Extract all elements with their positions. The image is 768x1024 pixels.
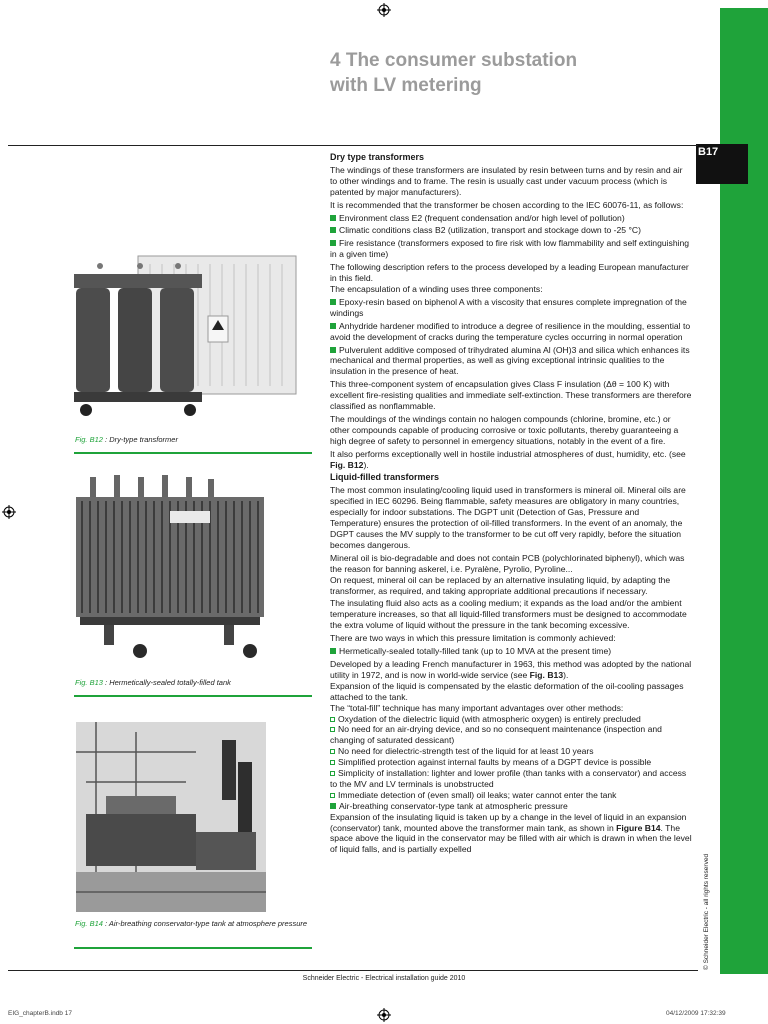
figure-caption: Fig. B13 : Hermetically-sealed totally-filled tank [75,678,231,687]
paragraph: The windings of these transformers are insulated by resin between turns and by resin and air to other windings and to frame. The resin is usually cast under vacuum process (which is patented by major manufacturers). [330,164,683,197]
square-bullet-icon [330,240,336,246]
paragraph: The following description refers to the process developed by a leading European manufacturer in this field. [330,262,689,284]
paragraph: The insulating fluid also acts as a cooling medium; it expands as the load and/or the ambient temperature increases, so that all liquid-filled transformers must be designed to accommodate the extra volume of liquid without the pressure in the tank becoming excessive. [330,598,687,631]
hollow-square-bullet-icon [330,793,335,798]
paragraph: Expansion of the insulating liquid is taken up by a change in the level of liquid in an expansion (conservator) tank, mounted above the transformer main tank, as shown in Figure B14. The space above the liquid in the conservator may be filled with air which is drawn in when the level of liquid falls, and is partially expelled [330,811,692,855]
top-rule [8,145,698,146]
conservator-tank-transformer-image [76,722,266,912]
sub-bullet-item: No need for dielectric-strength test of the liquid for at least 10 years [330,746,692,757]
square-bullet-icon [330,215,336,221]
print-slug-file: EIG_chapterB.indb 17 [8,1010,72,1017]
bullet-item: Pulverulent additive composed of trihydrated alumina Al (OH)3 and silica which enhances its mechanical and thermal properties, as well as giving exceptional intrinsic qualities to the insulation in the presence of heat. [330,344,690,377]
bullet-item: Climatic conditions class B2 (utilization, transport and stockage down to -25 °C) [330,225,692,236]
figure-reference: Fig. B12 [330,459,364,470]
figure-divider [74,695,312,697]
section-heading: Dry type transformers [330,152,425,162]
page-title-line-2: with LV metering [330,75,482,96]
section-heading: Liquid-filled transformers [330,472,440,483]
sub-bullet-item: Simplicity of installation: lighter and lower profile (than tanks with a conservator) and access to the MV and LV terminals is unobstructed [330,768,687,789]
print-slug-date: 04/12/2009 17:32:39 [666,1010,726,1017]
square-bullet-icon [330,347,336,353]
page-tab: B17 [696,144,748,184]
bullet-item: Hermetically-sealed totally-filled tank (up to 10 MVA at the present time) [330,646,692,657]
sub-bullet-item: No need for an air-drying device, and so no consequent maintenance (inspection and changing of saturated dessicant) [330,724,662,746]
figure-divider [74,947,312,949]
hollow-square-bullet-icon [330,717,335,722]
paragraph: Expansion of the liquid is compensated by the elastic deformation of the oil-cooling passages attached to the tank. [330,680,684,702]
hollow-square-bullet-icon [330,727,335,732]
paragraph: It also performs exceptionally well in hostile industrial atmospheres of dust, humidity, etc. (see Fig. B12). [330,448,686,470]
registration-mark-icon [377,3,391,17]
paragraph: The “total-fill” technique has many important advantages over other methods: [330,702,624,713]
square-bullet-icon [330,323,336,329]
page-title [330,48,710,98]
square-bullet-icon [330,299,336,305]
hollow-square-bullet-icon [330,760,335,765]
square-bullet-icon [330,227,336,233]
square-bullet-icon [330,803,336,809]
registration-mark-icon [2,505,16,519]
paragraph: There are two ways in which this pressure limitation is commonly achieved: [330,633,616,644]
paragraph: The most common insulating/cooling liquid used in transformers is mineral oil. Mineral oils are specified in IEC 60296. Being flammable, safety measures are obligatory in many countries, especially for indoor substations. The DGPT unit (Detection of Gas, Pressure and Temperature) ensures the protection of oil-filled transformers. In the event of an anomaly, the DGPT causes the MV supply to the transformer to be cut off very rapidly, before the situation becomes dangerous. [330,485,686,550]
page-footer: Schneider Electric - Electrical installation guide 2010 [302,975,466,982]
registration-mark-icon [377,1008,391,1022]
copyright-notice: © Schneider Electric - all rights reserved [703,853,710,970]
sub-bullet-item: Immediate detection of (even small) oil leaks; water cannot enter the tank [330,790,692,801]
figure-divider [74,452,312,454]
paragraph: The encapsulation of a winding uses three components: [330,283,543,294]
dry-type-transformer-image [70,250,298,420]
page-title-line-1: 4 The consumer substation [330,50,578,71]
main-text-column [330,152,692,855]
bullet-item: Environment class E2 (frequent condensation and/or high level of pollution) [330,213,692,224]
square-bullet-icon [330,648,336,654]
sub-bullet-item: Oxydation of the dielectric liquid (with atmospheric oxygen) is entirely precluded [330,714,692,725]
paragraph: This three-component system of encapsulation gives Class F insulation (Δθ = 100 K) with excellent fire-resisting qualities and immediate self-extinction. These transformers are therefore classified as nonflammable. [330,379,692,412]
paragraph: On request, mineral oil can be replaced by an alternative insulating liquid, by adapting the transformer, as required, and taking appropriate additional precautions if necessary. [330,574,671,596]
bullet-item: Air-breathing conservator-type tank at atmospheric pressure [330,801,692,812]
paragraph: The mouldings of the windings contain no halogen compounds (chlorine, bromine, etc.) or other compounds capable of producing corrosive or toxic pollutants, thereby guaranteeing a high degree of safety to personnel in emergency situations, notably in the event of a fire. [330,413,679,446]
bullet-item: Fire resistance (transformers exposed to fire risk with low flammability and self extinguishing in a given time) [330,238,690,260]
figure-reference: Fig. B13 [529,669,564,680]
paragraph: Developed by a leading French manufacturer in 1963, this method was adopted by the national utility in 1972, and is now in world-wide service (see Fig. B13). [330,658,692,680]
paragraph: It is recommended that the transformer be chosen according to the IEC 60076-11, as follows: [330,199,684,210]
hollow-square-bullet-icon [330,749,335,754]
bullet-item: Epoxy-resin based on biphenol A with a viscosity that ensures complete impregnation of the windings [330,296,687,318]
figure-caption: Fig. B14 : Air-breathing conservator-type tank at atmosphere pressure [75,919,308,928]
bottom-rule [8,970,698,971]
sub-bullet-item: Simplified protection against internal faults by means of a DGPT device is possible [330,757,692,768]
figure-reference: Figure B14 [616,822,661,833]
bullet-item: Anhydride hardener modified to introduce a degree of resilience in the moulding, essential to avoid the development of cracks during the temperature cycles occurring in normal operation [330,320,691,342]
paragraph: Mineral oil is bio-degradable and does not contain PCB (polychlorinated biphenyl), which was the reason for banning askerel, i.e. Pyralène, Pyrolio, Pyroline... [330,552,685,574]
hermetic-tank-transformer-image [74,475,266,661]
figure-caption: Fig. B12 : Dry-type transformer [75,435,178,444]
hollow-square-bullet-icon [330,771,335,776]
